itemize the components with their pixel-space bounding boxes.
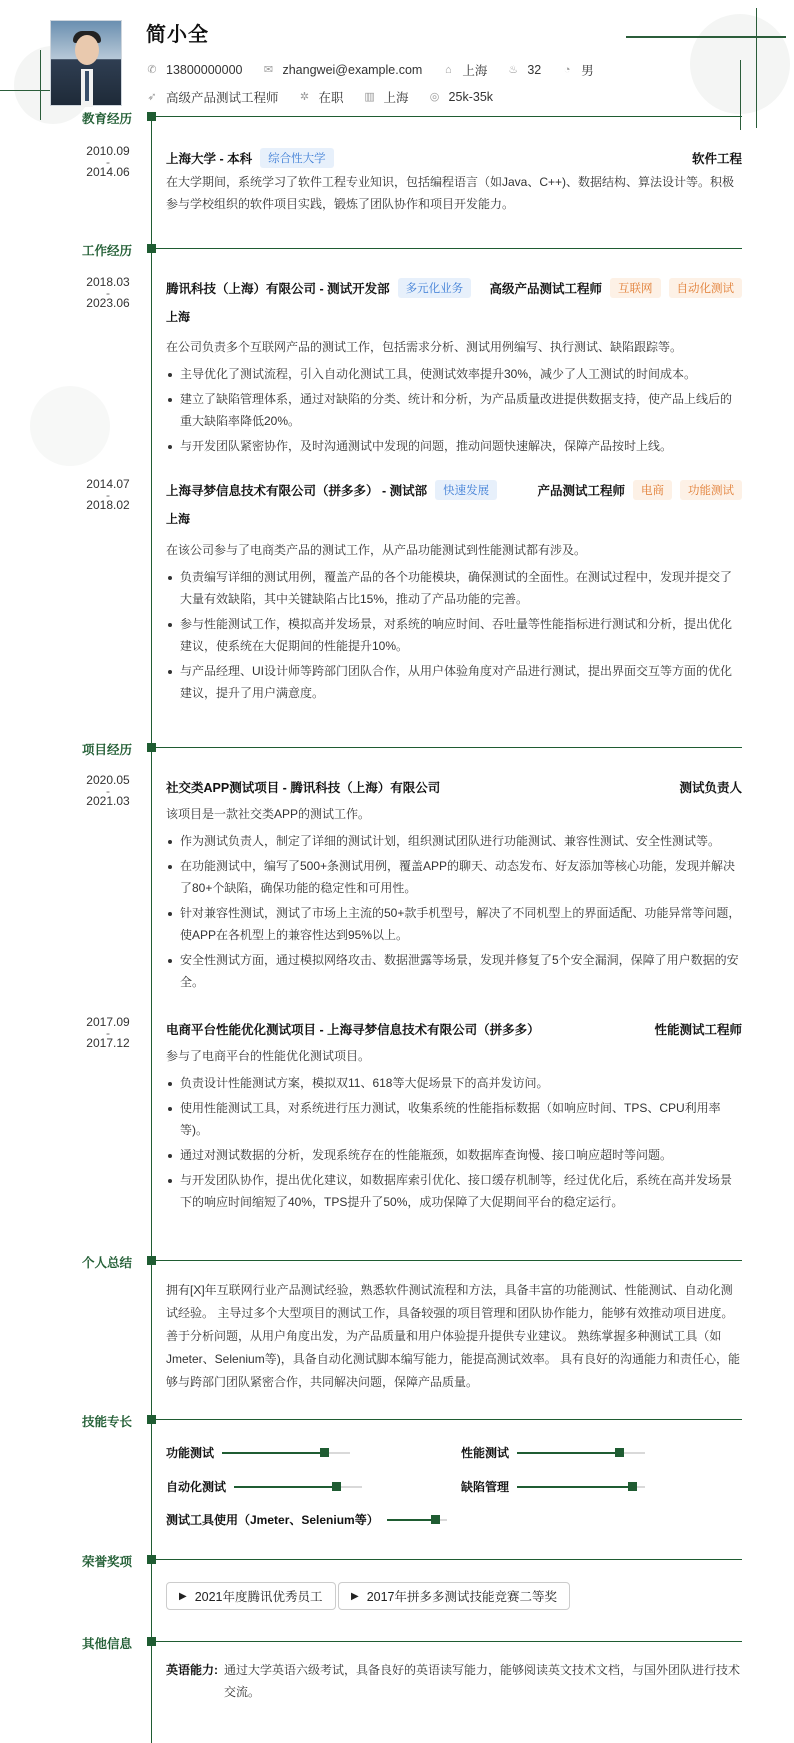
building-icon: ▥: [364, 91, 375, 103]
work-block-1: [166, 336, 742, 460]
section-dot: [147, 244, 156, 253]
skill-bar: [222, 1452, 350, 1454]
home-icon: ⌂: [445, 64, 452, 76]
city-info: ⌂ 上海: [442, 61, 487, 79]
decor-line: [626, 36, 786, 38]
coin-icon: ◎: [429, 91, 440, 103]
skill-bar: [234, 1486, 362, 1488]
list-item: 与产品经理、UI设计师等跨部门团队合作，从用户体验角度对产品进行测试，提出界面交互等方面的优化建议，提升了用户满意度。: [166, 660, 742, 704]
decor-line: [40, 50, 41, 120]
work-bullets: [166, 363, 742, 457]
section-divider: [156, 1260, 742, 1261]
mail-icon: ✉: [263, 64, 274, 76]
section-divider: [156, 1641, 742, 1642]
section-dot: [147, 1637, 156, 1646]
list-item: 作为测试负责人，制定了详细的测试计划，组织测试团队进行功能测试、兼容性测试、安全性测试等。: [166, 830, 742, 852]
work-bullets: [166, 566, 742, 704]
skill-fill: [234, 1486, 336, 1488]
school-tag: 综合性大学: [260, 148, 334, 168]
company-name: 腾讯科技（上海）有限公司 - 测试开发部: [166, 282, 390, 296]
skill-knob: [431, 1515, 440, 1524]
gender-icon: ◔: [563, 64, 571, 76]
section-divider: [156, 1559, 742, 1560]
project-block-1: [166, 803, 742, 996]
work-date-1: 2018.03 - 2023.06: [86, 275, 130, 310]
play-icon: ▶: [351, 1590, 359, 1602]
send-icon: ➶: [147, 91, 157, 103]
list-item: 与开发团队协作，提出优化建议，如数据库索引优化、接口缓存机制等，经过优化后，系统在高并发场景下的响应时间缩短了40%，TPS提升了50%，成功保障了大促期间平台的稳定运行。: [166, 1169, 742, 1213]
gear-icon: ✲: [299, 91, 310, 103]
other-text: 通过大学英语六级考试，具备良好的英语读写能力，能够阅读英文技术文档，与国外团队进行技术交流。: [224, 1663, 741, 1699]
project-role: 性能测试工程师: [654, 1023, 742, 1037]
status-info: ✲ 在职: [299, 91, 344, 105]
section-dot: [147, 1555, 156, 1564]
section-title-awards: 荣誉奖项: [82, 1555, 133, 1569]
email-info: ✉ zhangwei@example.com: [263, 63, 423, 77]
skill-fill: [517, 1452, 619, 1454]
skill-knob: [332, 1482, 341, 1491]
list-item: 使用性能测试工具，对系统进行压力测试，收集系统的性能指标数据（如响应时间、TPS、CPU利用率等)。: [166, 1097, 742, 1141]
salary-info: ◎ 25k-35k: [429, 90, 494, 104]
skill-fill: [222, 1452, 324, 1454]
work-desc: 在该公司参与了电商类产品的测试工作，从产品功能测试到性能测试都有涉及。: [166, 543, 587, 557]
skill-item: 性能测试: [461, 1444, 645, 1461]
profile-photo: [50, 20, 122, 106]
skill-knob: [320, 1448, 329, 1457]
role-tag: 电商: [633, 480, 672, 500]
company-tag: 快速发展: [435, 480, 497, 500]
skill-bar: [517, 1486, 645, 1488]
work-head-1: [166, 278, 742, 298]
timeline-line: [151, 116, 152, 1743]
project-date-2: 2017.09 - 2017.12: [86, 1015, 130, 1050]
list-item: 负责设计性能测试方案，模拟双11、618等大促场景下的高并发访问。: [166, 1072, 742, 1094]
company-name: 上海寻梦信息技术有限公司（拼多多） - 测试部: [166, 484, 428, 498]
skill-item: 功能测试: [166, 1444, 350, 1461]
work-block-2: [166, 539, 742, 707]
other-label: 英语能力:: [166, 1663, 218, 1677]
list-item: 主导优化了测试流程，引入自动化测试工具，使测试效率提升30%，减少了人工测试的时间成本。: [166, 363, 742, 385]
work-location-1: 上海: [166, 310, 191, 324]
summary-text: 拥有[X]年互联网行业产品测试经验，熟悉软件测试流程和方法，具备丰富的功能测试、性能测试、自动化测试经验。 主导过多个大型项目的测试工作，具备较强的项目管理和团队协作能力，能够有效推动项目进度。 善于分析问题，从用户角度出发，为产品质量和用户体验提升提供专业建议。 熟练掌握多种测试工具（如Jmeter、Selenium等)，具备自动化测试脚本编写能力，能提高测试效率。 具有良好的沟通能力和责任心，能够与跨部门团队紧密合作，共同解决问题，保障产品质量。: [166, 1283, 741, 1389]
section-dot: [147, 743, 156, 752]
major: 软件工程: [691, 152, 742, 166]
school-name: 上海大学 - 本科: [166, 152, 253, 166]
project-name: 社交类APP测试项目 - 腾讯科技（上海）有限公司: [166, 781, 441, 795]
skill-bar: [517, 1452, 645, 1454]
role-title: 高级产品测试工程师: [489, 282, 602, 296]
list-item: 与开发团队紧密协作，及时沟通测试中发现的问题，推动问题快速解决，保障产品按时上线。: [166, 435, 742, 457]
section-dot: [147, 1256, 156, 1265]
section-title-work: 工作经历: [82, 244, 133, 258]
skill-item: 测试工具使用（Jmeter、Selenium等）: [166, 1511, 447, 1528]
list-item: 负责编写详细的测试用例，覆盖产品的各个功能模块，确保测试的全面性。在测试过程中，发现并提交了大量有效缺陷，其中关键缺陷占比15%，推动了产品功能的完善。: [166, 566, 742, 610]
section-title-other: 其他信息: [82, 1637, 133, 1651]
project-name: 电商平台性能优化测试项目 - 上海寻梦信息技术有限公司（拼多多）: [166, 1023, 540, 1037]
role-title: 产品测试工程师: [537, 484, 625, 498]
skill-bar: [387, 1519, 447, 1521]
decor-line: [740, 60, 741, 130]
section-title-skills: 技能专长: [82, 1415, 133, 1429]
section-title-projects: 项目经历: [82, 743, 133, 757]
phone-info: ✆ 13800000000: [147, 63, 243, 77]
project-head-2: [166, 1020, 742, 1038]
info-row-1: [146, 61, 614, 79]
other-info: [166, 1659, 742, 1703]
list-item: 针对兼容性测试，测试了市场上主流的50+款手机型号，解决了不同机型上的界面适配、功能异常等问题，使APP在各机型上的兼容性达到95%以上。: [166, 902, 742, 946]
list-item: 参与性能测试工作，模拟高并发场景，对系统的响应时间、吞吐量等性能指标进行测试和分析，提出优化建议，使系统在大促期间的性能提升10%。: [166, 613, 742, 657]
skill-knob: [615, 1448, 624, 1457]
role-tag: 功能测试: [680, 480, 742, 500]
project-date-1: 2020.05 - 2021.03: [86, 773, 130, 808]
list-item: 建立了缺陷管理体系，通过对缺陷的分类、统计和分析，为产品质量改进提供数据支持，使产品上线后的重大缺陷率降低20%。: [166, 388, 742, 432]
education-head: [166, 148, 742, 168]
candidate-name: 简小全: [146, 24, 209, 46]
project-desc: 该项目是一款社交类APP的测试工作。: [166, 807, 371, 821]
skill-knob: [628, 1482, 637, 1491]
project-desc: 参与了电商平台的性能优化测试项目。: [166, 1049, 371, 1063]
role-tag: 互联网: [610, 278, 661, 298]
award-item: ▶ 2017年拼多多测试技能竞赛二等奖: [338, 1582, 570, 1610]
skill-fill: [517, 1486, 632, 1488]
project-bullets: [166, 1072, 742, 1213]
education-desc: 在大学期间，系统学习了软件工程专业知识，包括编程语言（如Java、C++)、数据结构、算法设计等。积极参与学校组织的软件项目实践，锻炼了团队协作和项目开发能力。: [166, 175, 735, 211]
skill-item: 自动化测试: [166, 1478, 362, 1495]
project-head-1: [166, 778, 742, 796]
section-divider: [156, 116, 742, 117]
section-dot: [147, 1415, 156, 1424]
project-bullets: [166, 830, 742, 993]
role-tag: 自动化测试: [669, 278, 743, 298]
section-divider: [156, 1419, 742, 1420]
work-date-2: 2014.07 - 2018.02: [86, 477, 130, 512]
cake-icon: ♨: [508, 64, 519, 76]
section-title-education: 教育经历: [82, 112, 133, 126]
list-item: 安全性测试方面，通过模拟网络攻击、数据泄露等场景，发现并修复了5个安全漏洞，保障了用户数据的安全。: [166, 949, 742, 993]
project-role: 测试负责人: [679, 781, 742, 795]
list-item: 通过对测试数据的分析，发现系统存在的性能瓶颈，如数据库查询慢、接口响应超时等问题。: [166, 1144, 742, 1166]
phone-icon: ✆: [147, 64, 157, 76]
work-head-2: [166, 480, 742, 500]
list-item: 在功能测试中，编写了500+条测试用例，覆盖APP的聊天、动态发布、好友添加等核心功能，发现并解决了80+个缺陷，确保功能的稳定性和可用性。: [166, 855, 742, 899]
section-divider: [156, 248, 742, 249]
award-item: ▶ 2021年度腾讯优秀员工: [166, 1582, 336, 1610]
section-divider: [156, 747, 742, 748]
project-block-2: [166, 1045, 742, 1216]
skill-item: 缺陷管理: [461, 1478, 645, 1495]
job-title-info: ➶ 高级产品测试工程师: [147, 91, 279, 105]
play-icon: ▶: [179, 1590, 187, 1602]
education-date: 2010.09 - 2014.06: [86, 144, 130, 179]
gender-info: ◔ 男: [561, 61, 594, 79]
work-desc: 在公司负责多个互联网产品的测试工作，包括需求分析、测试用例编写、执行测试、缺陷跟踪等。: [166, 340, 683, 354]
decor-line: [756, 8, 757, 128]
age-info: ♨ 32: [508, 63, 542, 77]
skill-fill: [387, 1519, 435, 1521]
work-location-2: 上海: [166, 512, 191, 526]
info-row-2: [146, 88, 513, 106]
decor-circle: [30, 386, 110, 466]
target-city-info: ▥ 上海: [364, 91, 409, 105]
section-dot: [147, 112, 156, 121]
company-tag: 多元化业务: [398, 278, 472, 298]
section-title-summary: 个人总结: [82, 1256, 133, 1270]
